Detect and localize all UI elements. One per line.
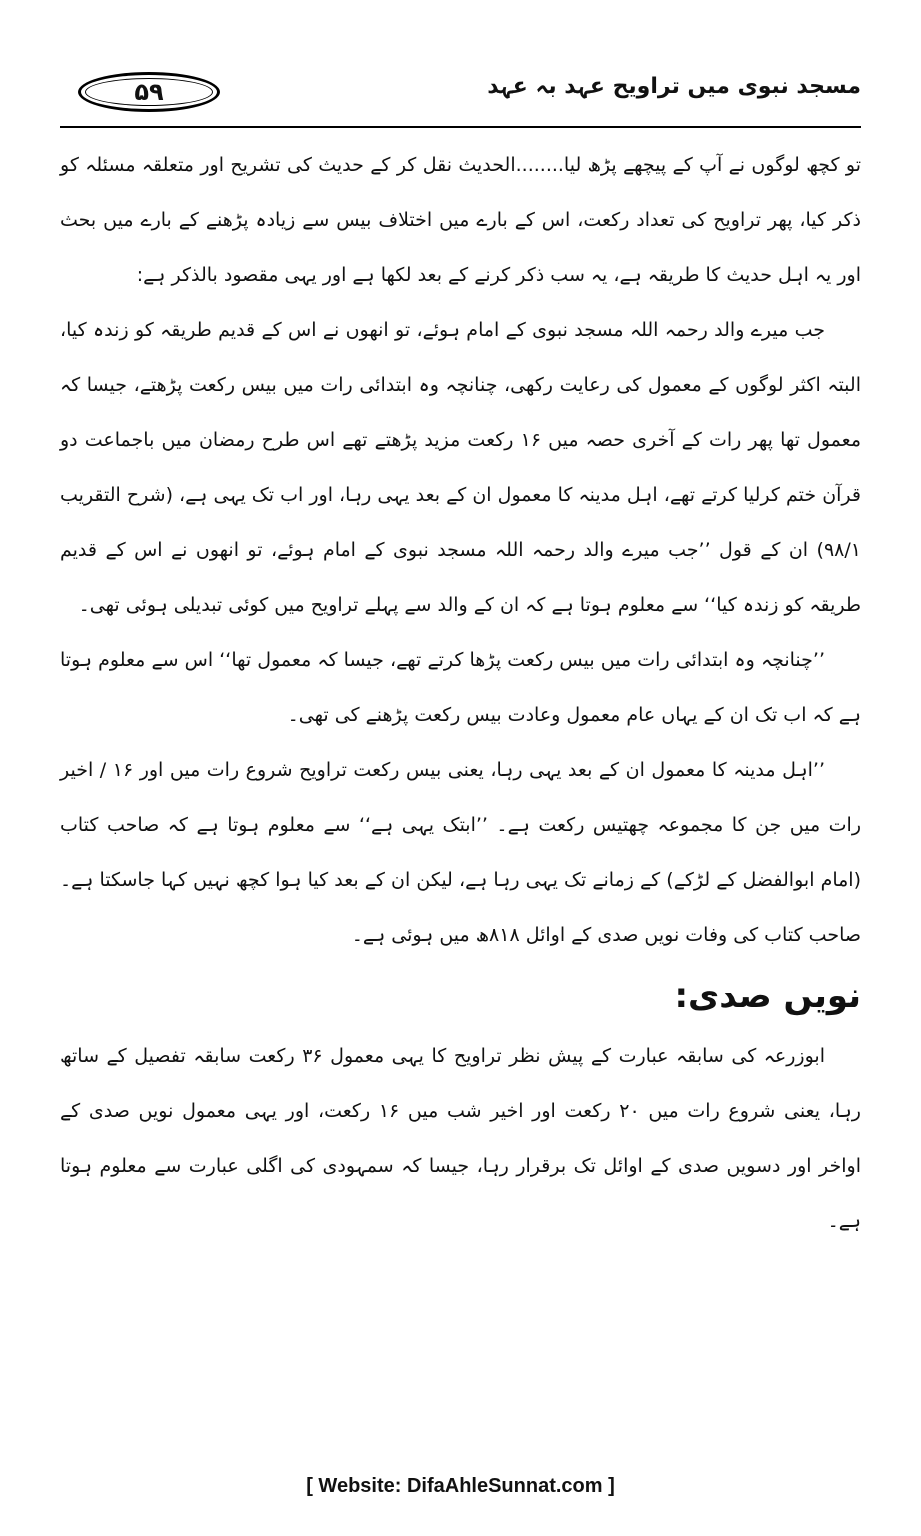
header-divider	[60, 126, 861, 128]
paragraph-5: ابوزرعہ کی سابقہ عبارت کے پیش نظر تراویح کا یہی معمول ۳۶ رکعت سابقہ تفصیل کے ساتھ رہا، یعنی شروع رات میں ۲۰ رکعت اور اخیر شب میں ۱۶ رکعت، اور یہی معمول نویں صدی کے اواخر اور دسویں صدی کے اوائل تک برقرار رہا، جیسا کہ سمہودی کی اگلی عبارت سے معلوم ہوتا ہے۔	[60, 1045, 861, 1232]
page-body	[60, 138, 861, 1386]
page-number-badge	[78, 72, 220, 112]
website-footer: [ Website: DifaAhleSunnat.com ]	[306, 1475, 615, 1497]
running-title: مسجد نبوی میں تراویح عہد بہ عہد	[487, 74, 861, 99]
paragraph-2: جب میرے والد رحمہ اللہ مسجد نبوی کے امام ہوئے، تو انھوں نے اس کے قدیم طریقہ کو زندہ کیا، البتہ اکثر لوگوں کے معمول کی رعایت رکھی، چنانچہ وہ ابتدائی رات میں بیس رکعت پڑھتے، جیسا کہ معمول تھا پھر رات کے آخری حصہ میں ۱۶ رکعت مزید پڑھتے تھے اس طرح رمضان میں باجماعت دو قرآن ختم کرلیا کرتے تھے، اہل مدینہ کا معمول ان کے بعد یہی رہا، اور اب تک یہی ہے، (شرح التقریب ۹۸/۱) ان کے قول ’’جب میرے والد رحمہ اللہ مسجد نبوی کے امام ہوئے، تو انھوں نے اس کے قدیم طریقہ کو زندہ کیا‘‘ سے معلوم ہوتا ہے کہ ان کے والد سے پہلے تراویح میں کوئی تبدیلی ہوئی تھی۔	[60, 319, 861, 616]
section-heading: نویں صدی:	[674, 976, 861, 1016]
paragraph-4: ’’اہل مدینہ کا معمول ان کے بعد یہی رہا، یعنی بیس رکعت تراویح شروع رات میں اور ۱۶ / اخیر رات میں جن کا مجموعہ چھتیس رکعت ہے۔ ’’ابتک یہی ہے‘‘ سے معلوم ہوتا ہے کہ صاحب کتاب (امام ابوالفضل کے لڑکے) کے زمانے تک یہی رہا ہے، لیکن ان کے بعد کیا ہوا کچھ نہیں کہا جاسکتا ہے۔ صاحب کتاب کی وفات نویں صدی کے اوائل ۸۱۸ھ میں ہوئی ہے۔	[60, 759, 861, 946]
paragraph-1: تو کچھ لوگوں نے آپ کے پیچھے پڑھ لیا........الحدیث نقل کر کے حدیث کی تشریح اور متعلقہ مسئلہ کو ذکر کیا، پھر تراویح کی تعداد رکعت، اس کے بارے میں اختلاف بیس سے زیادہ پڑھنے کے بارے میں بحث اور یہ اہل حدیث کا طریقہ ہے، یہ سب ذکر کرنے کے بعد لکھا ہے اور یہی مقصود بالذکر ہے:	[60, 154, 861, 286]
paragraph-3: ’’چنانچہ وہ ابتدائی رات میں بیس رکعت پڑھا کرتے تھے، جیسا کہ معمول تھا‘‘ اس سے معلوم ہوتا ہے کہ اب تک ان کے یہاں عام معمول وعادت بیس رکعت پڑھنے کی تھی۔	[60, 649, 861, 726]
page-header	[60, 62, 861, 122]
page-number: ۵۹	[134, 78, 164, 106]
